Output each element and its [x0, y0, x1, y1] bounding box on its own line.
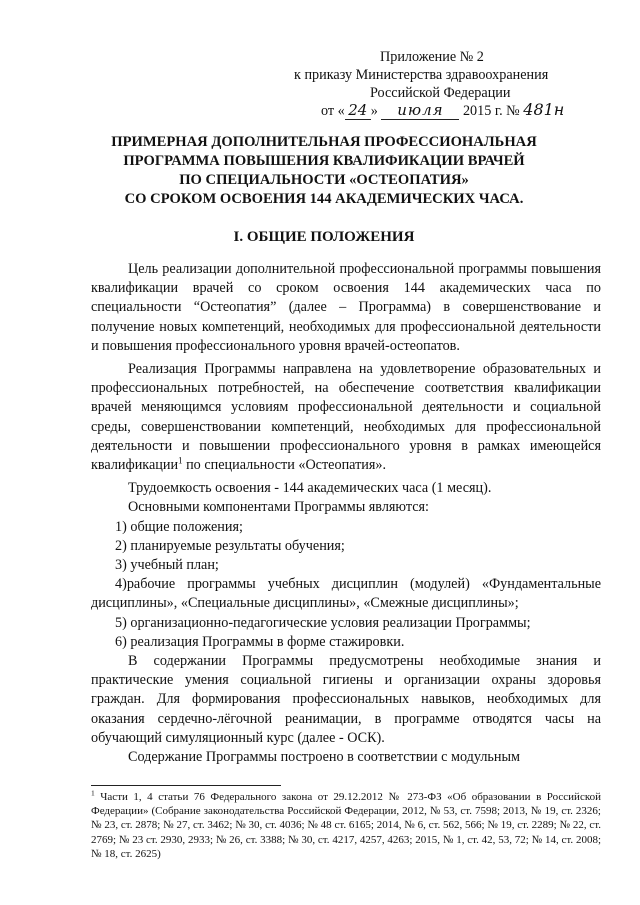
paragraph-goal: Цель реализации дополнительной профессиональной программы повышения квалификации врачей со сроком освоения 144 академических часа по специальности “Остеопатия” (далее – Программа) в совершенствование и получение новых компетенций, необходимых для профессиональной деятельности и повышения профессионального уровня врачей-остеопатов. [91, 261, 601, 354]
paragraph-duration: Трудоемкость освоения - 144 академических часа (1 месяц). [128, 480, 492, 497]
appendix-header [294, 48, 594, 102]
date-year: 2015 г. № [462, 103, 520, 119]
document-body [91, 260, 601, 767]
footnote [91, 790, 601, 861]
paragraph-implementation [91, 360, 601, 475]
title-line-1: ПРИМЕРНАЯ ДОПОЛНИТЕЛЬНАЯ ПРОФЕССИОНАЛЬНАЯ [111, 134, 537, 150]
footnote-divider [91, 785, 281, 786]
document-title [86, 133, 562, 209]
implementation-text-end: по специальности «Остеопатия». [182, 457, 387, 474]
date-prefix: от « [321, 103, 345, 119]
footnote-text: Части 1, 4 статьи 76 Федерального закона от 29.12.2012 № 273-ФЗ «Об образовании в Российской Федерации» (Собрание законодательства Российской Федерации, 2012, № 53, ст. 7598; 2013, № 19, ст. 2326; № 23, ст. 2878; № 27, ст. 3462; № 30, ст. 4036; № 48 ст. 6165; 2014, № 6, ст. 562, 566; № 19, ст. 2289; № 22, ст. 2769; № 23 ст. 2930, 2933; № 26, ст. 3388; № 30, ст. 4217, 4257, 4263; 2015, № 1, ст. 42, 53, 72; № 14, ст. 2008; № 18, ст. 2625) [91, 791, 601, 860]
list-item: 3) учебный план; [115, 557, 219, 574]
list-item: 6) реализация Программы в форме стажировки. [115, 633, 405, 650]
appendix-country: Российской Федерации [370, 85, 511, 101]
handwritten-day: 24 [345, 101, 371, 120]
appendix-order-ref: к приказу Министерства здравоохранения [294, 67, 549, 83]
list-item: 2) планируемые результаты обучения; [115, 537, 345, 554]
list-item: 5) организационно-педагогические условия реализации Программы; [115, 614, 531, 631]
date-mid: » [370, 103, 378, 119]
paragraph-content: В содержании Программы предусмотрены необходимые знания и практические умения социальной гигиены и организации охраны здоровья граждан. Для формирования профессиональных навыков, необходимых для оказания сердечно-лёгочной реанимации, в программе отводятся часы на обучающий симуляционный курс (далее - ОСК). [91, 653, 601, 746]
paragraph-components: Основными компонентами Программы являются: [128, 499, 429, 516]
paragraph-structure: Содержание Программы построено в соответствии с модульным [128, 749, 520, 766]
title-line-4: СО СРОКОМ ОСВОЕНИЯ 144 АКАДЕМИЧЕСКИХ ЧАСА. [124, 191, 524, 207]
appendix-number: Приложение № 2 [380, 49, 484, 65]
order-date-line [321, 100, 563, 120]
implementation-text: Реализация Программы направлена на удовлетворение образовательных и профессиональных потребностей, на обеспечение соответствия квалификации врачей меняющимся условиям профессиональной деятельности и социальной среды, совершенствовании компетенций, необходимых для профессиональной деятельности и повышении профессионального уровня в рамках имеющейся квалификации [91, 361, 601, 474]
title-line-2: ПРОГРАММА ПОВЫШЕНИЯ КВАЛИФИКАЦИИ ВРАЧЕЙ [123, 153, 525, 169]
footnote-mark: 1 [91, 788, 95, 798]
section-heading: I. ОБЩИЕ ПОЛОЖЕНИЯ [233, 229, 415, 245]
list-item: 1) общие положения; [115, 518, 243, 535]
title-line-3: ПО СПЕЦИАЛЬНОСТИ «ОСТЕОПАТИЯ» [179, 172, 469, 188]
handwritten-month: июля [381, 101, 459, 120]
handwritten-order-number: 481н [523, 100, 565, 119]
list-item: 4)рабочие программы учебных дисциплин (модулей) «Фундаментальные дисциплины», «Специальные дисциплины», «Смежные дисциплины»; [91, 576, 601, 612]
footnote-reference: 1 [178, 455, 183, 466]
